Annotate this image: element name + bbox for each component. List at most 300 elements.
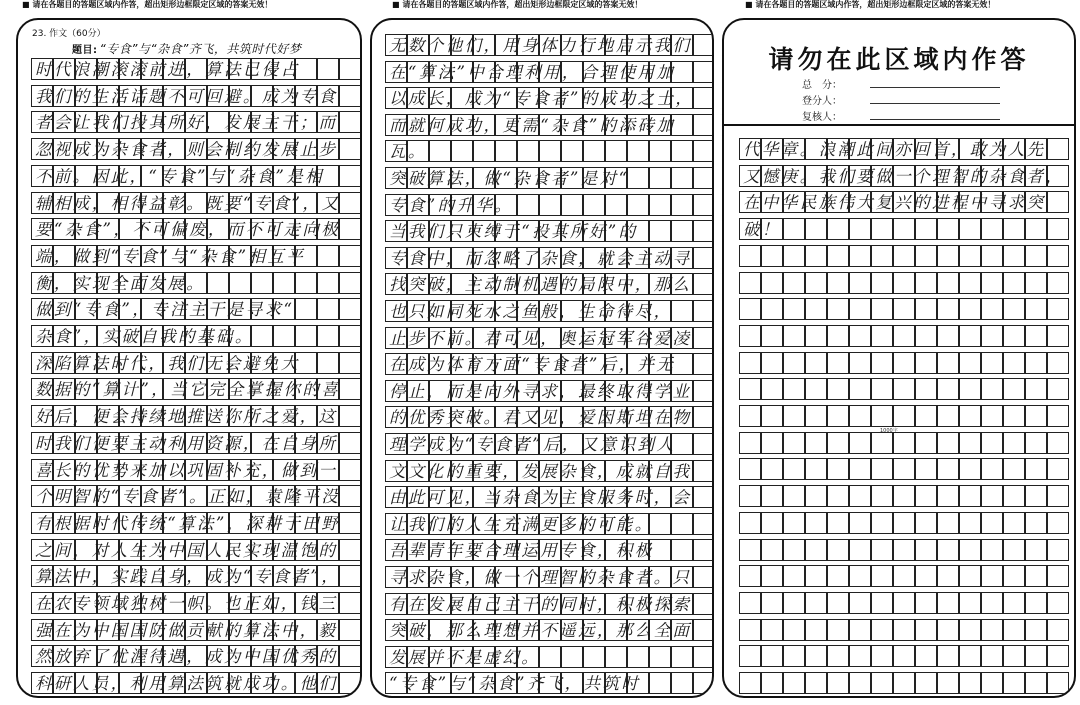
grid-cell [915, 565, 937, 587]
grid-cell [693, 114, 714, 136]
grid-cell [827, 272, 849, 294]
grid-cell [429, 140, 451, 162]
grid-row [32, 352, 362, 374]
handwritten-line: 理学成为“专食者”后，又意识到人 [389, 435, 676, 454]
grid-cell [981, 485, 1003, 507]
grid-cell [761, 512, 783, 534]
grid-row [32, 645, 362, 667]
grid-row [740, 191, 1070, 213]
grid-row [386, 353, 714, 375]
grid-cell [981, 458, 1003, 480]
grid-cell [1025, 432, 1047, 454]
grid-cell [959, 592, 981, 614]
grid-cell [827, 325, 849, 347]
grid-cell [761, 645, 783, 667]
grid-cell [517, 194, 539, 216]
grid-cell [827, 458, 849, 480]
handwritten-line: 又憾庚。我们要做一个理智的杂食者， [743, 166, 1065, 186]
grid-cell [317, 245, 339, 267]
grid-row [386, 593, 714, 615]
grid-cell [805, 672, 827, 694]
grid-cell [761, 458, 783, 480]
handwritten-line: 发展并不是虚幻。 [389, 647, 541, 667]
handwritten-line: 数据的“算计”，当它完全掌握你的喜 [35, 380, 341, 400]
header-notice: ■ 请在各题目的答题区域内作答，超出矩形边框限定区域的答案无效！ [22, 0, 362, 10]
grid-cell [693, 273, 714, 295]
grid-cell [805, 619, 827, 641]
grid-cell [783, 645, 805, 667]
grid-cell [671, 167, 693, 189]
grid-cell [739, 352, 761, 374]
handwritten-line: 当我们只束缚于“投其所好”的 [389, 222, 638, 242]
grid-row [32, 592, 362, 614]
grid-cell [1025, 405, 1047, 427]
grid-row [32, 111, 362, 133]
grid-cell [339, 218, 361, 240]
handwritten-line: 有在发展自己主干的同时，积极探索 [389, 594, 692, 614]
grid-cell [473, 140, 495, 162]
grid-row [32, 325, 362, 347]
grid-cell [959, 432, 981, 454]
grid-row [32, 459, 362, 481]
answer-sheet-page-1 [16, 18, 362, 698]
grid-cell [273, 325, 295, 347]
grid-cell [517, 140, 539, 162]
grid-cell [739, 485, 761, 507]
grid-cell [849, 405, 871, 427]
grid-cell [871, 672, 893, 694]
grid-row [32, 85, 362, 107]
handwritten-line: 衡，实现全面发展。 [35, 273, 206, 293]
grid-cell [339, 85, 361, 107]
grid-cell [1025, 378, 1047, 400]
grid-cell [1025, 458, 1047, 480]
grid-cell [871, 539, 893, 561]
grid-cell [959, 405, 981, 427]
handwritten-line: 在“算法”中合理利用，合理使用加 [389, 62, 676, 82]
handwritten-line: 让我们的人生充满更多的可能。 [389, 514, 654, 534]
grid-row [32, 485, 362, 507]
grid-cell [783, 565, 805, 587]
grid-cell [671, 194, 693, 216]
grid-cell [649, 167, 671, 189]
grid-cell [761, 592, 783, 614]
grid-cell [1025, 218, 1047, 240]
grid-cell [805, 218, 827, 240]
grid-cell [1047, 485, 1069, 507]
grid-cell [981, 405, 1003, 427]
grid-cell [1003, 352, 1025, 374]
grid-cell [805, 378, 827, 400]
handwritten-line: 之间，对人生为中国人民实现温饱的 [35, 540, 338, 560]
grid-cell [693, 61, 714, 83]
grid-row [32, 272, 362, 294]
handwritten-line: 喜长的优势来加以巩固补充，做到一 [35, 460, 338, 480]
grid-cell [893, 298, 915, 320]
grid-cell [339, 405, 361, 427]
grid-cell [893, 272, 915, 294]
grid-cell [893, 245, 915, 267]
grid-cell [671, 513, 693, 535]
grid-cell [871, 432, 893, 454]
grid-cell [849, 458, 871, 480]
grid-cell [761, 539, 783, 561]
grid-row [386, 167, 714, 189]
handwritten-line: 文文化的重要，发展杂食，成就自我 [389, 461, 692, 481]
grid-cell [1025, 325, 1047, 347]
handwritten-line: 辅相成，相得益彰。既要“专食”，又 [35, 193, 341, 213]
grid-cell [739, 432, 761, 454]
grid-cell [959, 298, 981, 320]
grid-cell [693, 140, 714, 162]
grid-cell [871, 272, 893, 294]
grid-cell [693, 353, 714, 375]
grid-cell [893, 378, 915, 400]
grid-cell [1047, 592, 1069, 614]
handwritten-line: 有根据时代传统“算法”，深耕于田野 [35, 513, 341, 533]
grid-cell [649, 672, 671, 694]
grid-cell [937, 565, 959, 587]
grid-cell [1047, 512, 1069, 534]
grid-cell [317, 272, 339, 294]
handwritten-line: 吾辈青年要合理运用专食，积极 [389, 541, 654, 561]
grid-cell [893, 672, 915, 694]
grid-cell [539, 646, 561, 668]
essay-title: “专食”与“杂食”齐飞，共筑时代好梦 [99, 42, 302, 56]
grid-cell [893, 432, 915, 454]
handwritten-line: 然放弃了优渥待遇，成为中国优秀的 [35, 647, 338, 667]
grid-cell [583, 646, 605, 668]
handwritten-line: 杂食”，实破自我的基础。 [35, 327, 254, 346]
grid-cell [739, 458, 761, 480]
grid-cell [649, 220, 671, 242]
grid-cell [1047, 405, 1069, 427]
grid-row [386, 273, 714, 295]
field-label: 登分人： [802, 96, 842, 107]
grid-cell [805, 645, 827, 667]
grid-cell [805, 432, 827, 454]
grid-cell [915, 378, 937, 400]
grid-row [386, 646, 714, 668]
grid-row [740, 218, 1070, 240]
grid-cell [693, 34, 714, 56]
grid-cell [339, 138, 361, 160]
grid-cell [739, 565, 761, 587]
handwritten-line: 强在为中国国防做贡献的算法中，毅 [35, 620, 338, 640]
grid-cell [981, 298, 1003, 320]
grid-cell [871, 245, 893, 267]
grid-row [386, 61, 714, 83]
grid-cell [783, 352, 805, 374]
grid-cell [827, 485, 849, 507]
grid-cell [915, 672, 937, 694]
grid-cell [915, 539, 937, 561]
grid-cell [937, 512, 959, 534]
grid-cell [893, 485, 915, 507]
handwritten-line: 破！ [743, 220, 781, 240]
grid-cell [893, 565, 915, 587]
grid-cell [761, 405, 783, 427]
grid-cell [693, 486, 714, 508]
grid-cell [561, 646, 583, 668]
grid-cell [981, 512, 1003, 534]
grid-cell [849, 352, 871, 374]
grid-cell [981, 619, 1003, 641]
grid-cell [959, 485, 981, 507]
grid-cell [693, 167, 714, 189]
grid-cell [871, 218, 893, 240]
grid-cell [627, 167, 649, 189]
grid-cell [1047, 352, 1069, 374]
handwritten-line: 忽视成为杂食者，则会制约发展止步 [35, 140, 338, 160]
grid-cell [849, 512, 871, 534]
grid-cell [981, 565, 1003, 587]
grid-cell [761, 672, 783, 694]
grid-cell [959, 352, 981, 374]
reviewer-field [802, 108, 992, 123]
handwritten-line: 我们的生活话题不可回避。成为专食 [35, 86, 338, 106]
grid-row [32, 58, 362, 80]
grid-cell [1047, 458, 1069, 480]
grid-cell [827, 405, 849, 427]
grid-cell [1003, 485, 1025, 507]
grid-cell [805, 325, 827, 347]
grid-cell [915, 619, 937, 641]
grid-cell [273, 272, 295, 294]
handwritten-line: 做到“专食”，专注主干是寻求“ [35, 300, 295, 320]
grid-cell [915, 272, 937, 294]
grid-cell [1025, 512, 1047, 534]
grid-cell [739, 619, 761, 641]
grid-cell [1003, 378, 1025, 400]
handwritten-line: 停止，而是向外寻求，最终取得学业 [389, 381, 692, 401]
handwritten-line: 也只如同死水之鱼般，生命待尽， [389, 302, 673, 321]
grid-cell [827, 298, 849, 320]
grid-cell [1003, 592, 1025, 614]
grid-cell [1047, 272, 1069, 294]
grid-cell [339, 565, 361, 587]
grid-cell [739, 378, 761, 400]
grid-row [740, 672, 1070, 694]
grid-cell [937, 272, 959, 294]
grid-cell [693, 513, 714, 535]
grid-cell [1025, 539, 1047, 561]
handwritten-line: 突破算法，做“杂食者”是对“ [389, 169, 630, 188]
grid-cell [827, 565, 849, 587]
grid-cell [849, 672, 871, 694]
grid-cell [937, 619, 959, 641]
grid-cell [693, 433, 714, 455]
grid-row [386, 380, 714, 402]
grid-cell [937, 378, 959, 400]
grid-cell [893, 512, 915, 534]
grid-cell [959, 619, 981, 641]
grid-cell [693, 327, 714, 349]
grid-cell [761, 565, 783, 587]
handwritten-line: 找突破，主动制机遇的局限中，那么 [389, 275, 692, 295]
question-label: 23. 作文（60分） [32, 29, 106, 39]
grid-cell [959, 378, 981, 400]
grid-cell [1003, 272, 1025, 294]
grid-cell [339, 298, 361, 320]
grid-cell [693, 460, 714, 482]
grid-cell [739, 645, 761, 667]
grid-cell [1003, 298, 1025, 320]
header-notice: ■ 请在各题目的答题区域内作答，超出矩形边框限定区域的答案无效！ [392, 0, 714, 10]
grid-cell [539, 140, 561, 162]
field-label: 总 分： [802, 80, 842, 91]
grid-cell [849, 645, 871, 667]
grid-cell [871, 458, 893, 480]
grid-cell [1047, 672, 1069, 694]
grid-cell [339, 539, 361, 561]
grid-row [386, 619, 714, 641]
grid-cell [783, 272, 805, 294]
grid-cell [871, 512, 893, 534]
grid-cell [739, 245, 761, 267]
grid-cell [849, 272, 871, 294]
handwritten-line: 由此可见，当杂食为主食服务时，会 [389, 488, 692, 508]
grid-row [386, 406, 714, 428]
grid-row [740, 405, 1070, 427]
grid-cell [761, 378, 783, 400]
grid-row [32, 298, 362, 320]
handwritten-line: 以成长，成为“专食者”的成功之士， [389, 89, 695, 109]
grid-row [386, 486, 714, 508]
grid-cell [761, 485, 783, 507]
no-answer-zone-title: 请勿在此区域内作答 [768, 45, 1030, 74]
grid-row [740, 298, 1070, 320]
grid-cell [959, 565, 981, 587]
grid-cell [295, 325, 317, 347]
grid-row [740, 592, 1070, 614]
grid-row [386, 140, 714, 162]
answer-sheet-page-3 [722, 18, 1076, 698]
grid-row [740, 645, 1070, 667]
grid-cell [627, 140, 649, 162]
grid-cell [495, 140, 517, 162]
grid-row [740, 272, 1070, 294]
grid-cell [937, 645, 959, 667]
grid-cell [339, 325, 361, 347]
grid-cell [1025, 272, 1047, 294]
grid-row [386, 566, 714, 588]
grid-cell [1025, 619, 1047, 641]
grid-cell [605, 646, 627, 668]
grid-cell [805, 352, 827, 374]
grid-row [32, 138, 362, 160]
grid-cell [959, 245, 981, 267]
grid-cell [871, 619, 893, 641]
grid-cell [915, 512, 937, 534]
grid-cell [849, 325, 871, 347]
grid-cell [849, 432, 871, 454]
handwritten-line: 在中华民族伟大复兴的进程中寻求突 [743, 193, 1046, 213]
grid-cell [827, 218, 849, 240]
grid-cell [693, 566, 714, 588]
grid-cell [893, 458, 915, 480]
grid-row [740, 458, 1070, 480]
grid-row [740, 485, 1070, 507]
grid-cell [317, 58, 339, 80]
grid-cell [959, 539, 981, 561]
grid-cell [783, 458, 805, 480]
grid-cell [1047, 191, 1069, 213]
grid-cell [871, 645, 893, 667]
grid-cell [981, 218, 1003, 240]
handwritten-line: 好后，便会持续地推送你所之爱，这 [35, 407, 338, 427]
grid-cell [1047, 378, 1069, 400]
grid-cell [739, 672, 761, 694]
grid-cell [1003, 565, 1025, 587]
grid-cell [693, 406, 714, 428]
grid-row [740, 539, 1070, 561]
grid-cell [1047, 565, 1069, 587]
grid-cell [1047, 432, 1069, 454]
grid-row [740, 432, 1070, 454]
grid-cell [317, 325, 339, 347]
grid-cell [1025, 592, 1047, 614]
grid-row [32, 192, 362, 214]
word-count-marker: 1000字 [880, 428, 898, 434]
grid-cell [605, 194, 627, 216]
grid-cell [1025, 672, 1047, 694]
handwritten-line: 在成为体育方面“专食者”后，并无 [389, 355, 676, 375]
grid-row [740, 352, 1070, 374]
handwritten-line: 止步不前。君可见，奥运冠军谷爱凌 [389, 328, 692, 348]
grid-row [32, 245, 362, 267]
title-prefix: 题目: [72, 45, 98, 56]
handwritten-line: 专食”的升华。 [389, 195, 514, 215]
grid-row [386, 672, 714, 694]
handwritten-line: 的优秀突破。君又见，爱因斯坦在物 [389, 408, 692, 428]
grid-cell [981, 352, 1003, 374]
grid-cell [871, 352, 893, 374]
grid-cell [805, 592, 827, 614]
grid-cell [693, 593, 714, 615]
grid-cell [915, 485, 937, 507]
divider [724, 124, 1074, 126]
grid-cell [739, 272, 761, 294]
grid-cell [539, 194, 561, 216]
grid-cell [783, 405, 805, 427]
grid-cell [295, 272, 317, 294]
grid-cell [959, 645, 981, 667]
grid-cell [1025, 298, 1047, 320]
grid-cell [317, 352, 339, 374]
grid-cell [739, 405, 761, 427]
grid-row [386, 513, 714, 535]
grid-cell [1047, 325, 1069, 347]
grid-cell [339, 512, 361, 534]
grid-row [32, 619, 362, 641]
grid-row [32, 218, 362, 240]
grid-cell [849, 592, 871, 614]
grid-cell [627, 194, 649, 216]
grid-cell [849, 565, 871, 587]
grid-cell [739, 512, 761, 534]
grid-row [740, 138, 1070, 160]
grid-cell [937, 592, 959, 614]
grid-cell [915, 458, 937, 480]
grid-cell [827, 352, 849, 374]
grid-cell [805, 272, 827, 294]
grid-cell [671, 140, 693, 162]
grid-cell [1003, 245, 1025, 267]
grid-cell [981, 592, 1003, 614]
grid-cell [981, 245, 1003, 267]
grid-cell [805, 512, 827, 534]
